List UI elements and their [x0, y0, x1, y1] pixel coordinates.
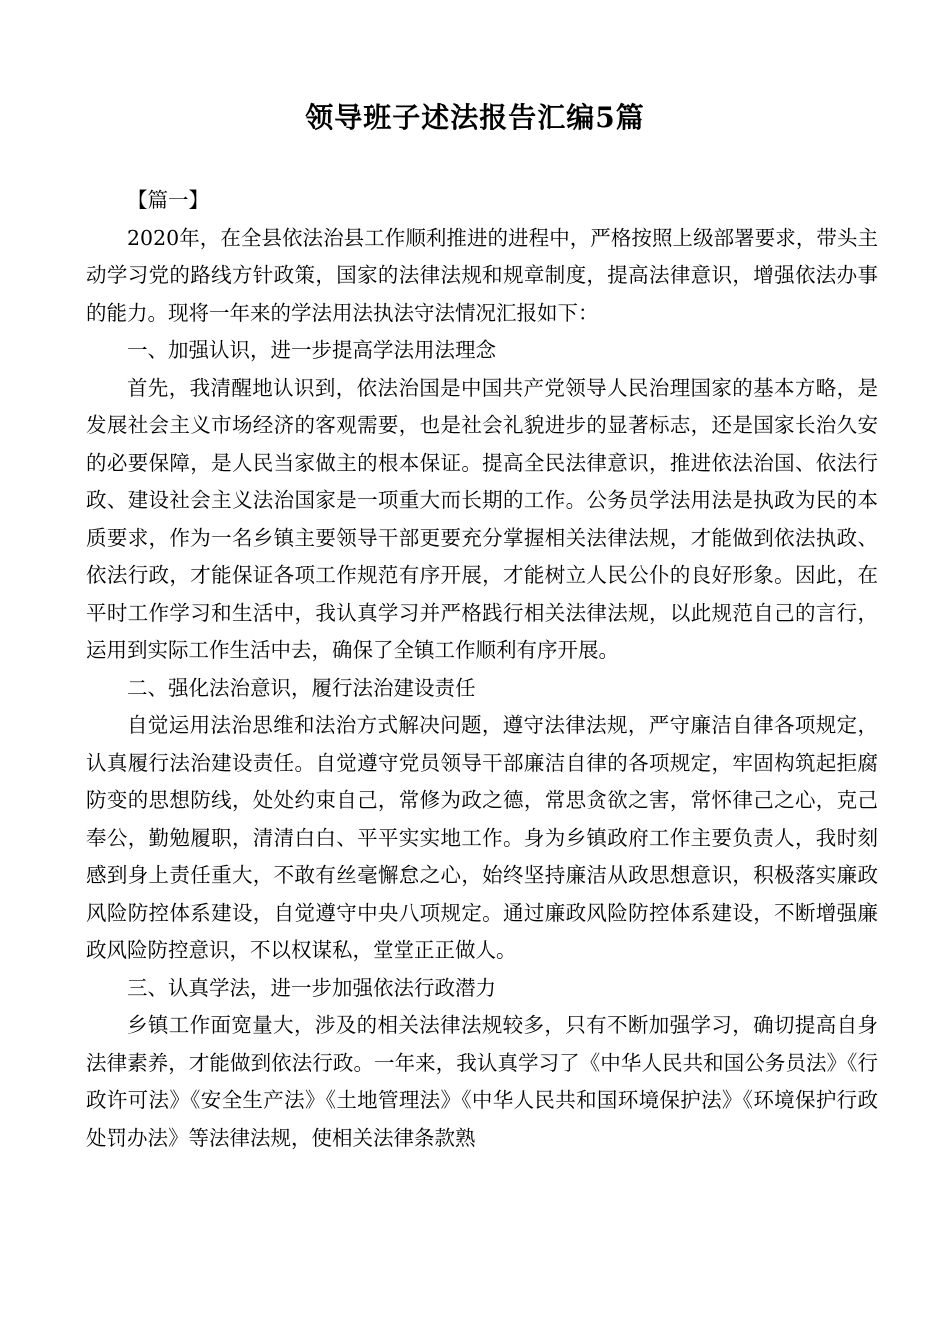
document-title: 领导班子述法报告汇编5篇 [305, 101, 645, 134]
section-heading-2: 二、强化法治意识，履行法治建设责任 [127, 675, 476, 700]
body-paragraph-2: 自觉运用法治思维和法治方式解决问题，遵守法律法规，严守廉洁自律各项规定，认真履行法治建设责任。自觉遵守党员领导干部廉洁自律的各项规定，牢固构筑起拒腐防变的思想防线，处处约束自己，常修为政之德，常思贪欲之害，常怀律己之心，克己奉公，勤勉履职，清清白白、平平实实地工作。身为乡镇政府工作主要负责人，我时刻感到身上责任重大，不敢有丝毫懈怠之心，始终坚持廉洁从政思想意识，积极落实廉政风险防控体系建设，自觉遵守中央八项规定。通过廉政风险防控体系建设，不断增强廉政风险防控意识，不以权谋私，堂堂正正做人。 [86, 713, 878, 962]
section-label: 【篇一】 [127, 188, 209, 212]
intro-paragraph: 2020年，在全县依法治县工作顺利推进的进程中，严格按照上级部署要求，带头主动学习党的路线方针政策，国家的法律法规和规章制度，提高法律意识，增强依法办事的能力。现将一年来的学法用法执法守法情况汇报如下： [86, 225, 878, 325]
body-paragraph-1: 首先，我清醒地认识到，依法治国是中国共产党领导人民治理国家的基本方略，是发展社会主义市场经济的客观需要，也是社会礼貌进步的显著标志，还是国家长治久安的必要保障，是人民当家做主的根本保证。提高全民法律意识，推进依法治国、依法行政、建设社会主义法治国家是一项重大而长期的工作。公务员学法用法是执政为民的本质要求，作为一名乡镇主要领导干部更要充分掌握相关法律法规，才能做到依法执政、依法行政，才能保证各项工作规范有序开展，才能树立人民公仆的良好形象。因此，在平时工作学习和生活中，我认真学习并严格践行相关法律法规，以此规范自己的言行，运用到实际工作生活中去，确保了全镇工作顺利有序开展。 [86, 375, 878, 662]
section-heading-3: 三、认真学法，进一步加强依法行政潜力 [127, 975, 496, 1000]
document-body [86, 182, 878, 1157]
body-paragraph-3: 乡镇工作面宽量大，涉及的相关法律法规较多，只有不断加强学习，确切提高自身法律素养，才能做到依法行政。一年来，我认真学习了《中华人民共和国公务员法》《行政许可法》《安全生产法》《土地管理法》《中华人民共和国环境保护法》《环境保护行政处罚办法》等法律法规，使相关法律条款熟 [86, 1013, 878, 1150]
section-heading-1: 一、加强认识，进一步提高学法用法理念 [127, 338, 496, 362]
